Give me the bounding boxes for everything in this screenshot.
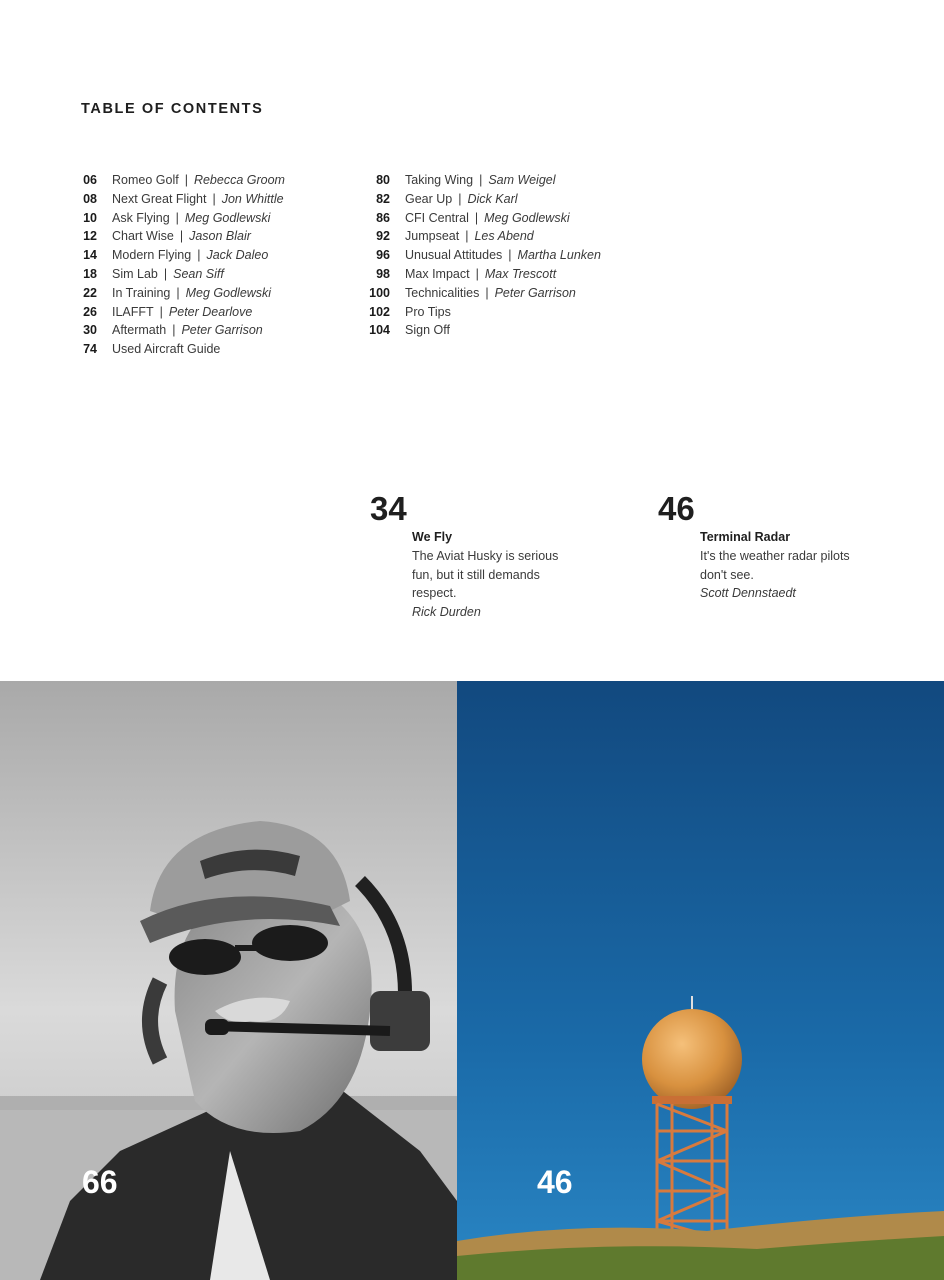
toc-page-number: 86 [376, 210, 390, 225]
toc-section-name: Max Impact [405, 266, 470, 281]
toc-item[interactable] [60, 227, 285, 246]
toc-author: Sean Siff [173, 266, 224, 281]
toc-separator: | [179, 229, 184, 244]
toc-separator: | [197, 248, 201, 263]
toc-separator: | [458, 191, 462, 206]
toc-right-column [350, 171, 601, 340]
toc-page-number: 14 [83, 248, 97, 263]
toc-separator: | [465, 229, 469, 244]
toc-page-number: 30 [83, 323, 97, 338]
toc-author: Jack Daleo [206, 248, 269, 263]
toc-section-name: Next Great Flight [112, 191, 207, 206]
feature-title: We Fly [412, 530, 453, 544]
feature-page-number: 34 [370, 490, 407, 527]
toc-section-name: Aftermath [112, 323, 167, 338]
toc-separator: | [175, 210, 179, 225]
photo-page-number: 46 [537, 1164, 573, 1200]
feature-we-fly[interactable] [370, 490, 610, 622]
toc-author: Meg Godlewski [185, 285, 272, 300]
toc-section-name: ILAFFT [112, 304, 154, 319]
toc-page-number: 18 [83, 266, 97, 281]
toc-separator: | [479, 173, 483, 187]
toc-item[interactable] [350, 246, 601, 265]
toc-author: Peter Garrison [181, 323, 263, 338]
toc-section-name: Gear Up [405, 191, 453, 206]
toc-separator: | [184, 173, 188, 187]
toc-item[interactable] [350, 227, 601, 246]
toc-item[interactable] [350, 321, 601, 340]
toc-item[interactable] [350, 190, 601, 209]
toc-page-number: 98 [376, 266, 390, 281]
toc-author: Peter Garrison [494, 285, 576, 300]
toc-separator: | [474, 210, 479, 225]
toc-author: Jason Blair [189, 229, 251, 244]
toc-page-number: 104 [369, 323, 390, 338]
toc-author: Peter Dearlove [168, 304, 253, 319]
toc-author: Martha Lunken [517, 248, 601, 263]
toc-page-number: 96 [376, 248, 390, 263]
toc-page-number: 74 [83, 342, 97, 357]
toc-author: Meg Godlewski [184, 210, 271, 225]
toc-section-name: CFI Central [405, 210, 469, 225]
toc-section-name: Chart Wise [112, 229, 174, 244]
toc-section-name: Modern Flying [112, 248, 192, 263]
toc-separator: | [485, 285, 489, 300]
toc-item[interactable] [60, 303, 285, 322]
toc-author: Rebecca Groom [193, 173, 285, 187]
toc-item[interactable] [350, 209, 601, 228]
toc-separator: | [176, 285, 180, 300]
toc-item[interactable] [60, 265, 285, 284]
toc-page-number: 22 [83, 285, 97, 300]
toc-page-number: 92 [376, 229, 390, 244]
toc-page-number: 12 [83, 229, 97, 244]
toc-item[interactable] [350, 284, 601, 303]
toc-section-name: Unusual Attitudes [405, 248, 503, 263]
toc-section-name: Sign Off [405, 323, 450, 338]
toc-page-number: 08 [83, 191, 97, 206]
toc-item[interactable] [60, 284, 285, 303]
toc-section-name: Jumpseat [405, 229, 460, 244]
toc-page-number: 10 [83, 210, 97, 225]
toc-author: Sam Weigel [488, 173, 556, 187]
toc-page-number: 100 [369, 285, 390, 300]
toc-separator: | [159, 304, 163, 319]
page-title: TABLE OF CONTENTS [81, 101, 264, 117]
toc-page-number: 82 [376, 191, 390, 206]
toc-item[interactable] [350, 265, 601, 284]
toc-separator: | [212, 191, 216, 206]
toc-page-number: 06 [83, 173, 97, 187]
toc-separator: | [475, 266, 479, 281]
photo-page-number: 66 [82, 1164, 118, 1200]
toc-author: Meg Godlewski [484, 210, 570, 225]
toc-section-name: Romeo Golf [112, 173, 179, 187]
toc-item[interactable] [60, 190, 285, 209]
toc-item[interactable] [60, 321, 285, 340]
feature-description: The Aviat Husky is serious fun, but it still demands respect. [412, 548, 559, 601]
toc-separator: | [508, 248, 512, 263]
feature-author: Rick Durden [412, 605, 481, 620]
toc-author: Jon Whittle [221, 191, 284, 206]
toc-item[interactable] [350, 171, 601, 190]
pilot-photo[interactable] [0, 681, 457, 1280]
toc-left-column [60, 171, 285, 359]
feature-author: Scott Dennstaedt [700, 586, 796, 601]
feature-terminal-radar[interactable] [658, 490, 898, 603]
toc-section-name: In Training [112, 285, 171, 300]
toc-item[interactable] [60, 209, 285, 228]
toc-page-number: 102 [369, 304, 390, 319]
toc-author: Dick Karl [467, 191, 518, 206]
toc-section-name: Sim Lab [112, 266, 158, 281]
feature-description: It's the weather radar pilots don't see. [700, 548, 850, 582]
toc-section-name: Taking Wing [405, 173, 474, 187]
toc-section-name: Technicalities [405, 285, 480, 300]
toc-author: Les Abend [474, 229, 534, 244]
radar-tower-photo[interactable] [457, 681, 944, 1280]
toc-item[interactable] [350, 303, 601, 322]
toc-separator: | [163, 266, 168, 281]
toc-page-number: 26 [83, 304, 97, 319]
feature-title: Terminal Radar [700, 530, 791, 544]
toc-item[interactable] [60, 246, 285, 265]
toc-section-name: Ask Flying [112, 210, 170, 225]
toc-page-number: 80 [376, 173, 390, 187]
toc-item[interactable] [60, 171, 285, 190]
toc-section-name: Used Aircraft Guide [112, 342, 221, 357]
toc-separator: | [172, 323, 176, 338]
toc-item[interactable] [60, 340, 285, 359]
toc-author: Max Trescott [484, 266, 557, 281]
feature-page-number: 46 [658, 490, 695, 527]
toc-section-name: Pro Tips [405, 304, 451, 319]
